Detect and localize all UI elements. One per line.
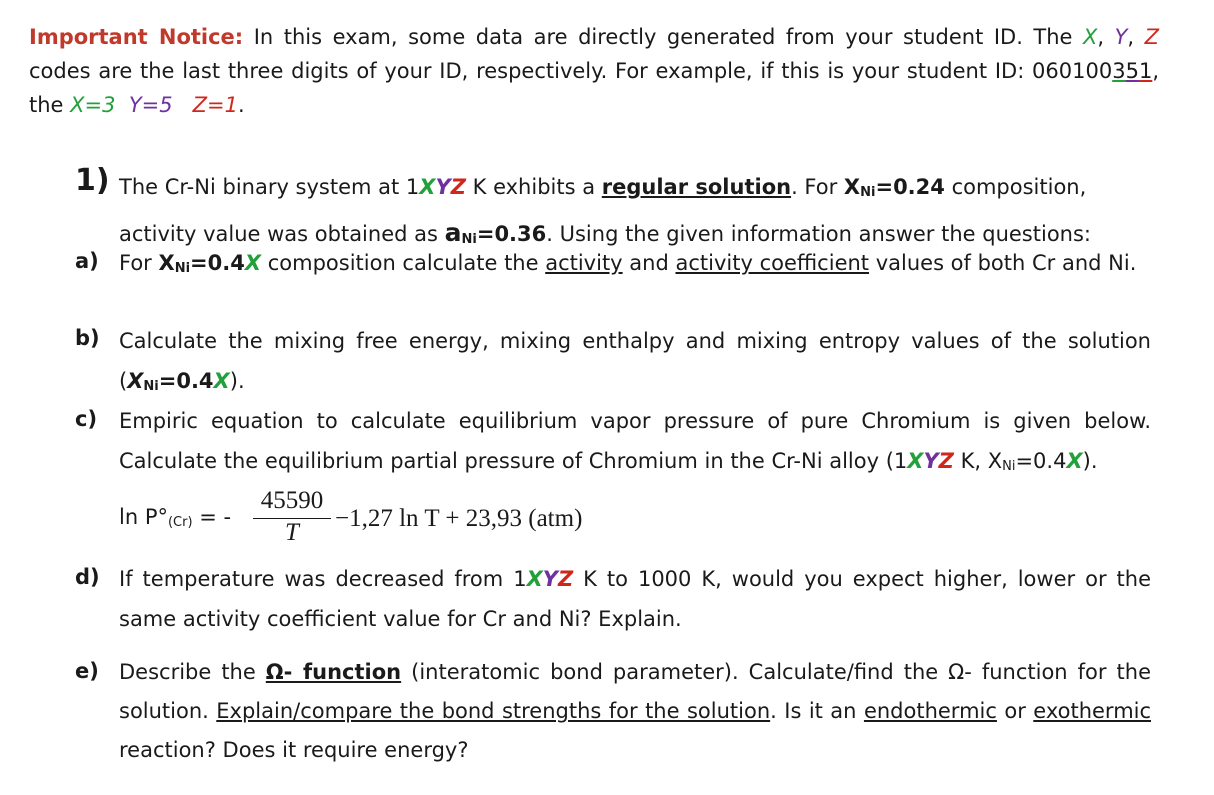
part-d-text: If temperature was decreased from 1XYZ K to 1000 K, would you expect higher, lower or the same activity coefficient value for Cr and Ni? Explain. bbox=[119, 567, 1151, 631]
id-y-digit: 5 bbox=[1125, 59, 1139, 83]
part-c-letter: c) bbox=[75, 407, 98, 431]
notice-label: Important Notice: bbox=[29, 25, 244, 49]
part-a-letter: a) bbox=[75, 249, 99, 273]
question-number: 1) bbox=[75, 163, 110, 198]
code-z: Z bbox=[1144, 25, 1159, 49]
part-e-letter: e) bbox=[75, 659, 99, 683]
question-intro: The Cr-Ni binary system at 1XYZ K exhibits a regular solution. For XNi=0.24 composition, activity value was obtained as aNi=0.36. Using the given information answer the questions: bbox=[119, 175, 1091, 247]
part-e-text: Describe the Ω- function (interatomic bond parameter). Calculate/find the Ω- function for the solution. Explain/compare the bond strengths for the solution. Is it an endothermic or exothermic reaction? Does it require energy? bbox=[119, 660, 1152, 762]
vapor-pressure-equation: ln P°(Cr) = - bbox=[119, 505, 232, 530]
equation-rest: −1,27 ln T + 23,93 (atm) bbox=[335, 505, 583, 532]
part-c-text: Empiric equation to calculate equilibrium vapor pressure of pure Chromium is given below. Calculate the equilibrium partial pressure of Chromium in the Cr-Ni alloy (1XYZ K, XNi=0.4X). bbox=[119, 409, 1151, 474]
omega-function-term: Ω- function bbox=[265, 660, 402, 684]
code-x: X bbox=[1082, 25, 1098, 49]
part-a-text: For XNi=0.4X composition calculate the activity and activity coefficient values of both Cr and Ni. bbox=[119, 251, 1137, 276]
part-b-letter: b) bbox=[75, 326, 100, 350]
equation-fraction: 45590 T bbox=[253, 486, 331, 547]
important-notice: Important Notice: In this exam, some data are directly generated from your student ID. The X, Y, Z codes are the last three digits of your ID, respectively. For example, if this is your student ID: 060100351, the X=3 Y=5 Z=1. bbox=[29, 25, 1159, 117]
regular-solution-term: regular solution bbox=[601, 175, 792, 199]
id-z-digit: 1 bbox=[1138, 59, 1153, 83]
part-b-text: Calculate the mixing free energy, mixing enthalpy and mixing entropy values of the solution (XNi=0.4X). bbox=[119, 329, 1151, 394]
id-x-digit: 3 bbox=[1112, 59, 1126, 83]
code-y: Y bbox=[1114, 25, 1128, 49]
part-d-letter: d) bbox=[75, 565, 100, 589]
